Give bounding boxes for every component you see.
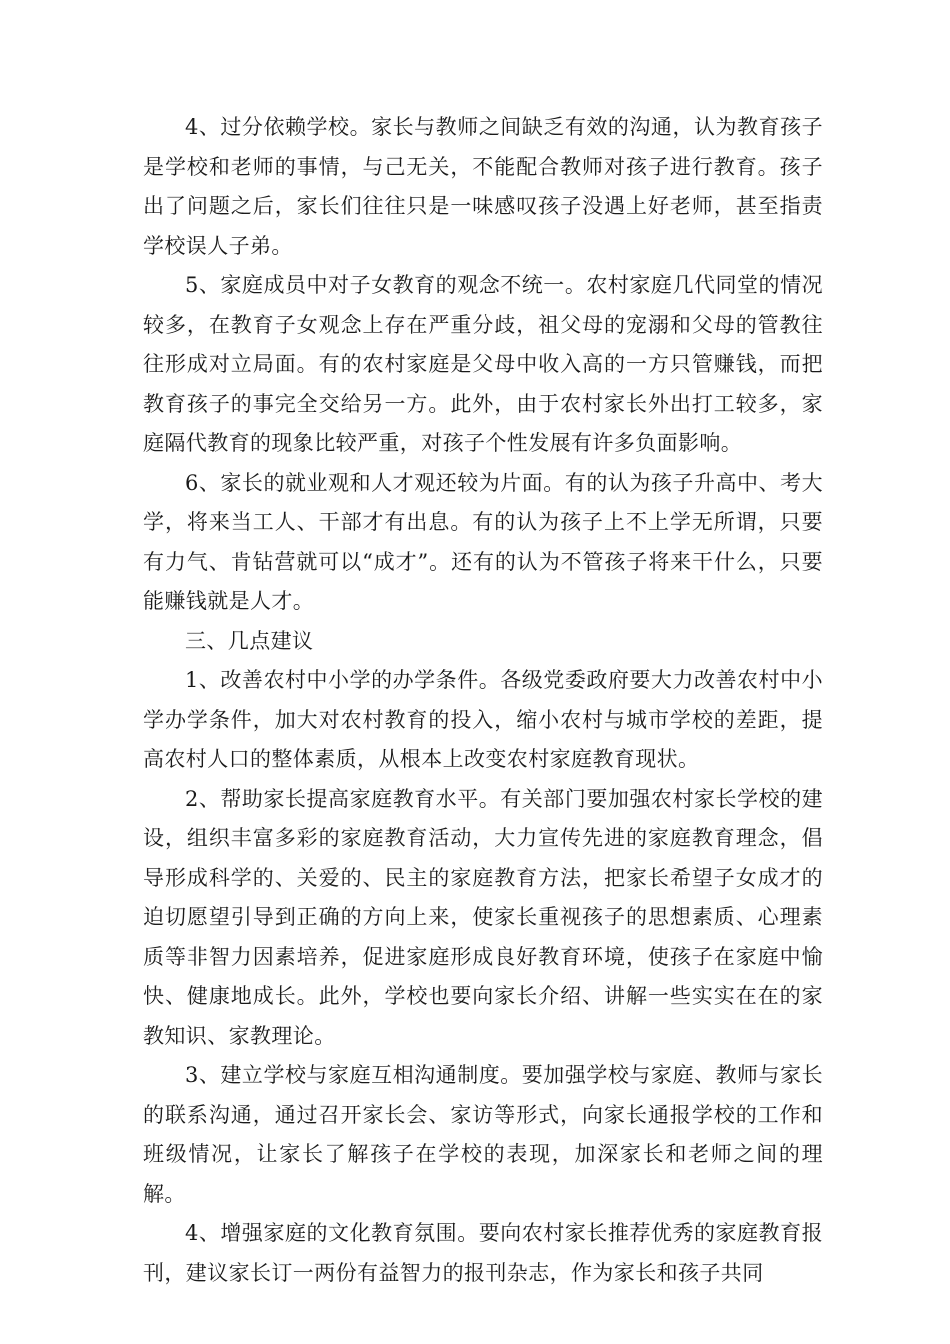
section-heading-suggestions: 三、几点建议 — [185, 628, 314, 653]
paragraph-5-inconsistent-family-views: 5、家庭成员中对子女教育的观念不统一。农村家庭几代同堂的情况较多，在教育子女观念上存在严重分歧，祖父母的宠溺和父母的管教往往形成对立局面。有的农村家庭是父母中收入高的一方只管赚钱，而把教育孩子的事完全交给另一方。此外，由于农村家长外出打工较多，家庭隔代教育的现象比较严重，对孩子个性发展有许多负面影响。 — [143, 273, 823, 455]
paragraph-suggestion-4: 4、增强家庭的文化教育氛围。要向农村家长推荐优秀的家庭教育报刊，建议家长订一两份有益智力的报刊杂志，作为家长和孩子共同 — [143, 1221, 823, 1285]
paragraph-4-over-reliance-on-school: 4、过分依赖学校。家长与教师之间缺乏有效的沟通，认为教育孩子是学校和老师的事情，与己无关，不能配合教师对孩子进行教育。孩子出了问题之后，家长们往往只是一味感叹孩子没遇上好老师，甚至指责学校误人子弟。 — [143, 115, 823, 258]
paragraph-6-employment-and-talent-views: 6、家长的就业观和人才观还较为片面。有的认为孩子升高中、考大学，将来当工人、干部才有出息。有的认为孩子上不上学无所谓，只要有力气、肯钻营就可以“成才”。还有的认为不管孩子将来干什么，只要能赚钱就是人才。 — [143, 470, 823, 613]
paragraph-suggestion-1: 1、改善农村中小学的办学条件。各级党委政府要大力改善农村中小学办学条件，加大对农村教育的投入，缩小农村与城市学校的差距，提高农村人口的整体素质，从根本上改变农村家庭教育现状。 — [143, 668, 823, 771]
document-page — [143, 108, 823, 1293]
paragraph-suggestion-2: 2、帮助家长提高家庭教育水平。有关部门要加强农村家长学校的建设，组织丰富多彩的家庭教育活动，大力宣传先进的家庭教育理念，倡导形成科学的、关爱的、民主的家庭教育方法，把家长希望子女成才的迫切愿望引导到正确的方向上来，使家长重视孩子的思想素质、心理素质等非智力因素培养，促进家庭形成良好教育环境，使孩子在家庭中愉快、健康地成长。此外，学校也要向家长介绍、讲解一些实实在在的家教知识、家教理论。 — [143, 786, 823, 1048]
paragraph-suggestion-3: 3、建立学校与家庭互相沟通制度。要加强学校与家庭、教师与家长的联系沟通，通过召开家长会、家访等形式，向家长通报学校的工作和班级情况，让家长了解孩子在学校的表现，加深家长和老师之间的理解。 — [143, 1063, 823, 1206]
